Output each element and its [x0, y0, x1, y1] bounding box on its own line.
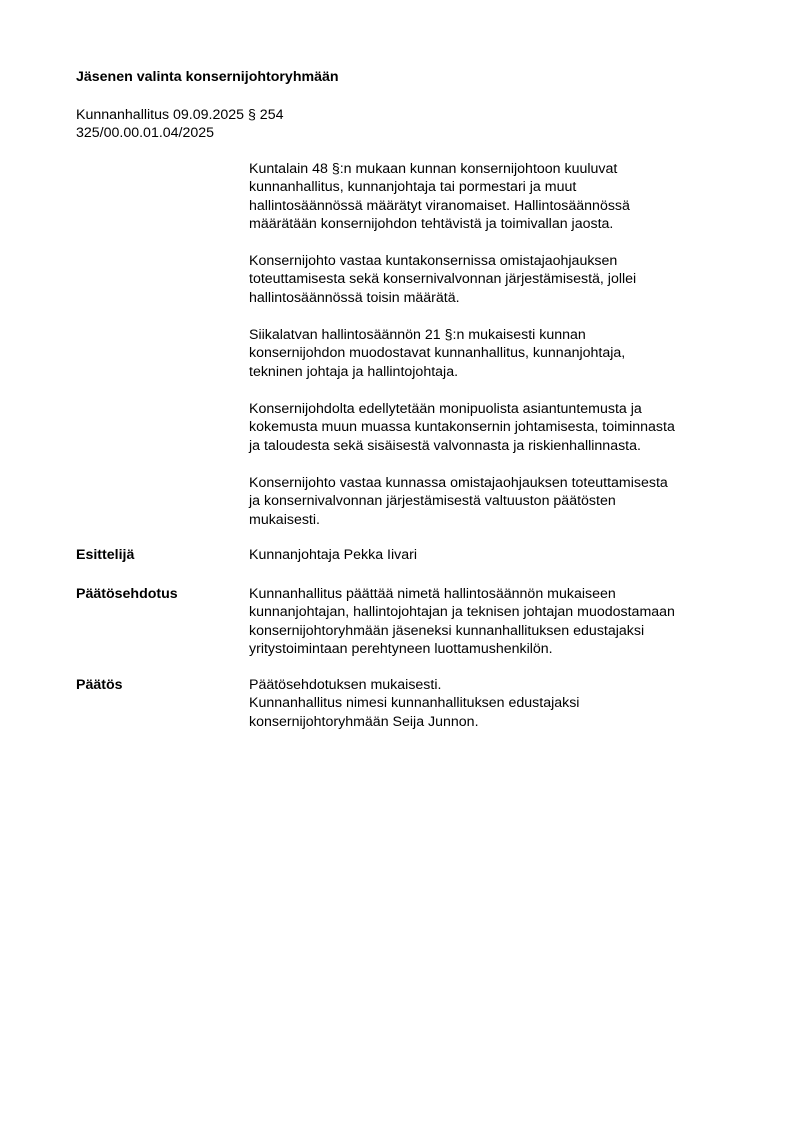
text-line: konsernijohdon muodostavat kunnanhallitus, kunnanjohtaja, [249, 345, 626, 362]
text-line: tekninen johtaja ja hallintojohtaja. [249, 363, 459, 380]
text-line: mukaisesti. [249, 511, 320, 528]
text-line: ja taloudesta sekä sisäisestä valvonnasta ja riskienhallinnasta. [249, 437, 641, 454]
text-line: Kunnanhallitus päättää nimetä hallintosäännön mukaiseen [249, 586, 616, 602]
case-number-line: 325/00.00.01.04/2025 [76, 125, 215, 142]
text-line: Siikalatvan hallintosäännön 21 §:n mukaisesti kunnan [249, 327, 586, 343]
esittelija-label: Esittelijä [76, 547, 135, 563]
text-line: konsernijohtoryhmään Seija Junnon. [249, 713, 479, 730]
meeting-reference [76, 106, 283, 143]
text-line: Konsernijohto vastaa kunnassa omistajaohjauksen toteuttamisesta [249, 475, 668, 491]
paragraph-asiantuntemus [249, 400, 739, 455]
text-line: konsernijohtoryhmään jäseneksi kunnanhallituksen edustajaksi [249, 622, 645, 639]
document-title: Jäsenen valinta konsernijohtoryhmään [76, 69, 339, 85]
paragraph-kuntalaki [249, 160, 739, 234]
text-line: kunnanhallitus, kunnanjohtaja tai pormestari ja muut [249, 179, 577, 196]
paatos-text [249, 676, 739, 731]
meeting-date-line: Kunnanhallitus 09.09.2025 § 254 [76, 107, 284, 123]
esittelija-text [249, 546, 739, 564]
text-line: ja konsernivalvonnan järjestämisestä valtuuston päätösten [249, 493, 616, 510]
text-line: määrätään konsernijohdon tehtävistä ja toimivallan jaosta. [249, 216, 614, 233]
text-line: kokemusta muun muassa kuntakonsernin johtamisesta, toiminnasta [249, 419, 675, 436]
text-line: yritystoimintaan perehtyneen luottamushenkilön. [249, 641, 553, 658]
paragraph-omistajaohjaus [249, 474, 739, 529]
text-line: hallintosäännössä määrätyt viranomaiset. Hallintosäännössä [249, 197, 630, 214]
text-line: Kunnanhallitus nimesi kunnanhallituksen edustajaksi [249, 695, 580, 712]
paatosehdotus-label: Päätösehdotus [76, 586, 178, 602]
text-line: kunnanjohtajan, hallintojohtajan ja teknisen johtajan muodostamaan [249, 604, 675, 621]
text-line: Konsernijohto vastaa kuntakonsernissa omistajaohjauksen [249, 253, 618, 269]
text-line: Konsernijohdolta edellytetään monipuolista asiantuntemusta ja [249, 401, 642, 417]
text-line: toteuttamisesta sekä konsernivalvonnan järjestämisestä, jollei [249, 271, 637, 288]
paatos-label: Päätös [76, 677, 123, 693]
text-line: hallintosäännössä toisin määrätä. [249, 289, 460, 306]
paragraph-konsernijohto [249, 252, 739, 307]
text-line: Kuntalain 48 §:n mukaan kunnan konsernijohtoon kuuluvat [249, 161, 618, 177]
paragraph-hallintosaanto [249, 326, 739, 381]
paatosehdotus-text [249, 585, 739, 659]
text-line: Päätösehdotuksen mukaisesti. [249, 677, 442, 693]
text-line: Kunnanjohtaja Pekka Iivari [249, 547, 417, 563]
